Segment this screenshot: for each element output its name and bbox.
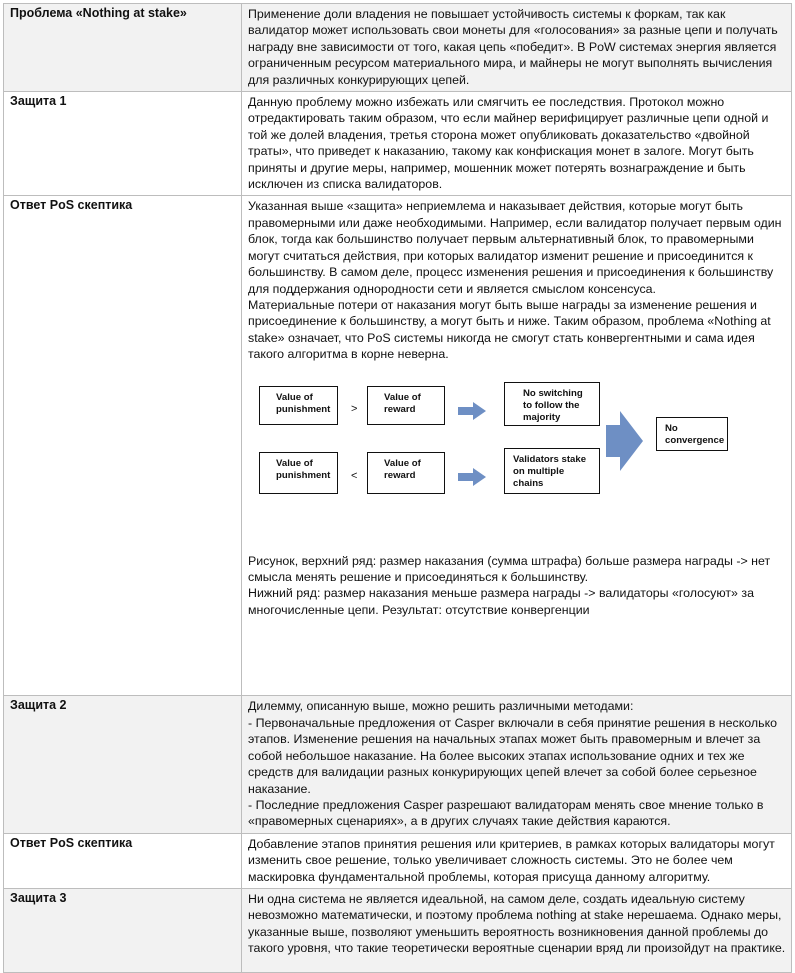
row-text: [242, 696, 792, 833]
content-table: [3, 3, 792, 973]
arrow-right-icon: [458, 402, 486, 420]
paragraph: Ни одна система не является идеальной, на самом деле, создать идеальную систему невозможно математически, и поэтому проблема nothing at stake нерешаема. Однако меры, указанные выше, позволяют уменьшить вероятность возникновения данной проблемы до такого уровня, что такие теоретически вероятные сценарии вряд ли произойдут на практике.: [248, 891, 786, 956]
table-row: [4, 833, 792, 888]
punishment-reward-diagram: [248, 381, 786, 539]
no-switching-box: No switching to follow the majority: [504, 382, 600, 426]
paragraph: - Последние предложения Casper разрешают валидаторам менять свое мнение только в «правомерных сценариях», а в других случаях такие действия караются.: [248, 797, 764, 829]
paragraph: Материальные потери от наказания могут быть выше награды за изменение решения и присоединение к большинству, а могут быть и ниже. Таким образом, проблема «Nothing at stake» означает, что PoS системы никогда не смогут стать конвергентными и сама идея такого алгоритма в корне неверна.: [248, 297, 771, 362]
bottom-reward-box: Value of reward: [367, 452, 445, 494]
row-text: [242, 833, 792, 888]
big-arrow-right-icon: [606, 411, 643, 471]
greater-than-symbol: >: [351, 402, 358, 415]
row-label: Защита 3: [4, 888, 242, 972]
figure-caption: Рисунок, верхний ряд: размер наказания (сумма штрафа) больше размера награды -> нет смысла менять решение и присоединяться к большинству.: [248, 553, 771, 584]
bottom-punishment-box: Value of punishment: [259, 452, 338, 494]
top-reward-box: Value of reward: [367, 386, 445, 425]
no-convergence-box: No convergence: [656, 417, 728, 451]
table-row: [4, 696, 792, 833]
paragraph: Данную проблему можно избежать или смягчить ее последствия. Протокол можно отредактировать таким образом, что если майнер верифицирует различные цепи одной и той же долей владения, третья сторона может опубликовать доказательство «двойной траты», что приведет к наказанию, такому как конфискация монет в залоге. Могут быть приняты и другие меры, например, мошенник может потерять вознаграждение и быть исключен из списка валидаторов.: [248, 95, 769, 192]
top-punishment-box: Value of punishment: [259, 386, 338, 425]
row-text: [242, 4, 792, 92]
row-text: [242, 196, 792, 696]
paragraph: Указанная выше «защита» неприемлема и наказывает действия, которые могут быть правомерными или даже необходимыми. Например, если валидатор получает первым один блок, тогда как большинство получает первым альтернативный блок, то правомерными могут считаться действия, при которых валидатор изменит решение и присоединится к большинству. В самом деле, процесс изменения решения и присоединения к большинству для поддержания однородности сети и является смыслом консенсуса.: [248, 199, 782, 296]
row-text: [242, 92, 792, 196]
arrow-right-icon: [458, 468, 486, 486]
figure-caption: Нижний ряд: размер наказания меньше размера награды -> валидаторы «голосуют» за многочисленные цепи. Результат: отсутствие конвергенции: [248, 586, 754, 617]
row-label: Ответ PoS скептика: [4, 833, 242, 888]
paragraph: Дилемму, описанную выше, можно решить различными методами:: [248, 699, 634, 714]
row-label: Проблема «Nothing at stake»: [4, 4, 242, 92]
table-row: [4, 196, 792, 696]
table-row: [4, 92, 792, 196]
row-label: Защита 2: [4, 696, 242, 833]
table-row: [4, 4, 792, 92]
paragraph: Применение доли владения не повышает устойчивость системы к форкам, так как валидатор может использовать свои монеты для «голосования» за разные цепи и получать награду вне зависимости от того, какая цепь «победит». В PoW системах энергия является ограниченным ресурсом материального мира, и майнеры не могут выполнять вычисления для различных конкурирующих цепей.: [248, 7, 778, 87]
row-label: Защита 1: [4, 92, 242, 196]
less-than-symbol: <: [351, 469, 358, 482]
paragraph: - Первоначальные предложения от Casper включали в себя принятие решения в несколько этапов. Изменение решения на начальных этапах может быть правомерным и влечет за собой небольшое наказание. На более высоких этапах использование одних и тех же средств для валидации разных конкурирующих цепей влечет за собой более серьезное наказание.: [248, 715, 778, 796]
validators-stake-box: Validators stake on multiple chains: [504, 448, 600, 494]
paragraph: Добавление этапов принятия решения или критериев, в рамках которых валидаторы могут изменить свое решение, только увеличивает сложность системы. Это не более чем маскировка фундаментальной проблемы, которая присуща данному алгоритму.: [248, 836, 775, 884]
row-label: Ответ PoS скептика: [4, 196, 242, 696]
